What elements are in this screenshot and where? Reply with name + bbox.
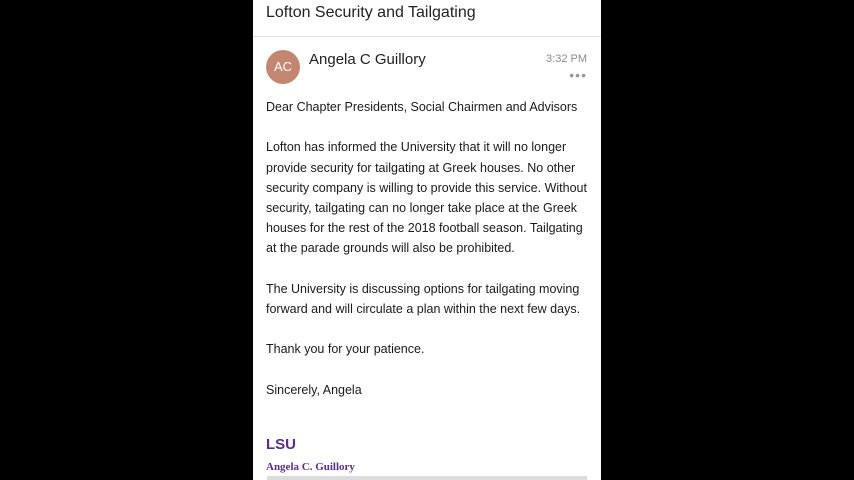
email-body (266, 97, 591, 420)
scroll-indicator (267, 476, 587, 480)
email-screen (253, 0, 601, 480)
body-paragraph: The University is discussing options for tailgating moving forward and will circulate a plan within the next few days. (266, 281, 581, 316)
email-time: 3:32 PM (546, 53, 587, 65)
sender-avatar[interactable]: AC (266, 50, 300, 84)
body-greeting: Dear Chapter Presidents, Social Chairmen and Advisors (266, 100, 578, 114)
signature-name: Angela C. Guillory (266, 461, 355, 473)
body-paragraph: Thank you for your patience. (266, 342, 425, 357)
body-signoff: Sincerely, Angela (266, 382, 362, 397)
subject-header (253, 0, 601, 37)
email-subject: Lofton Security and Tailgating (266, 4, 476, 21)
lsu-logo: LSU (266, 436, 296, 453)
body-paragraph: Lofton has informed the University that it will no longer provide security for tailgating at Greek houses. No other security company is willing to provide this service. Without security, tailgating can no longer take place at the Greek houses for the rest of the 2018 football season. Tailgating at the parade grounds will also be prohibited. (266, 140, 587, 256)
sender-name[interactable]: Angela C Guillory (309, 51, 426, 68)
more-options-icon[interactable]: ••• (569, 67, 587, 83)
